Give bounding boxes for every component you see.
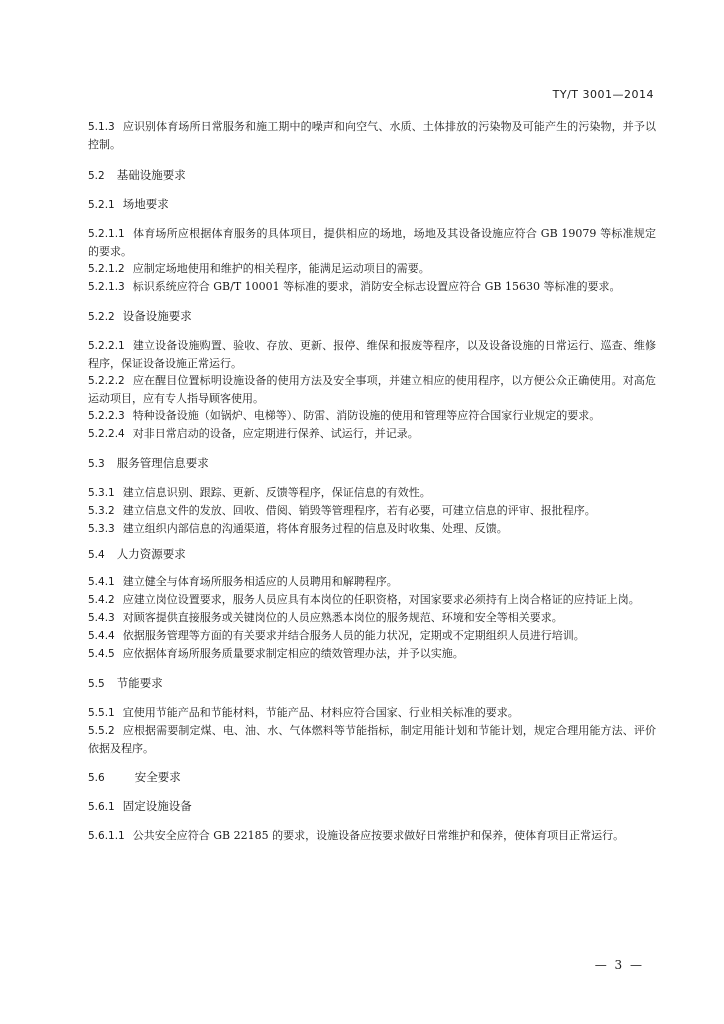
clause-5-3-3: 5.3.3 建立组织内部信息的沟通渠道，将体育服务过程的信息及时收集、处理、反馈。 (88, 522, 508, 535)
section-heading-5-4: 5.4 人力资源要求 (88, 547, 186, 561)
clause-5-2-2-2: 5.2.2.2 应在醒目位置标明设施设备的使用方法及安全事项，并建立相应的使用程序，以方便公众正确使用。对高危运动项目，应有专人指导顾客使用。 (88, 374, 656, 405)
clause-5-3-2: 5.3.2 建立信息文件的发放、回收、借阅、销毁等管理程序，若有必要，可建立信息的评审、报批程序。 (88, 504, 596, 517)
section-heading-5-3: 5.3 服务管理信息要求 (88, 456, 209, 470)
clause-5-5-2: 5.5.2 应根据需要制定煤、电、油、水、气体燃料等节能指标，制定用能计划和节能计划，规定合理用能方法、评价依据及程序。 (88, 724, 656, 755)
clause-5-5-1: 5.5.1 宜使用节能产品和节能材料，节能产品、材料应符合国家、行业相关标准的要求。 (88, 706, 519, 719)
document-body (88, 118, 656, 845)
clause-5-4-3: 5.4.3 对顾客提供直接服务或关键岗位的人员应熟悉本岗位的服务规范、环境和安全等相关要求。 (88, 611, 563, 624)
clause-5-4-2: 5.4.2 应建立岗位设置要求，服务人员应具有本岗位的任职资格，对国家要求必须持有上岗合格证的应持证上岗。 (88, 593, 640, 606)
clause-5-6-1-1: 5.6.1.1 公共安全应符合 GB 22185 的要求，设施设备应按要求做好日常维护和保养，使体育项目正常运行。 (88, 829, 625, 842)
standard-id: TY/T 3001—2014 (552, 88, 654, 101)
page-number: — 3 — (594, 958, 644, 972)
clause-5-2-2-1: 5.2.2.1 建立设备设施购置、验收、存放、更新、报停、维保和报废等程序，以及设备设施的日常运行、巡查、维修程序，保证设备设施正常运行。 (88, 339, 656, 370)
section-heading-5-6: 5.6 安全要求 (88, 770, 181, 784)
clause-5-2-2-4: 5.2.2.4 对非日常启动的设备，应定期进行保养、试运行，并记录。 (88, 427, 419, 440)
clause-5-4-1: 5.4.1 建立健全与体育场所服务相适应的人员聘用和解聘程序。 (88, 575, 398, 588)
section-heading-5-2-2: 5.2.2 设备设施要求 (88, 309, 192, 323)
clause-5-2-1-2: 5.2.1.2 应制定场地使用和维护的相关程序，能满足运动项目的需要。 (88, 262, 430, 275)
clause-5-2-1-1: 5.2.1.1 体育场所应根据体育服务的具体项目，提供相应的场地，场地及其设备设施应符合 GB 19079 等标准规定的要求。 (88, 227, 656, 258)
section-heading-5-6-1: 5.6.1 固定设施设备 (88, 799, 192, 813)
clause-5-1-3: 5.1.3 应识别体育场所日常服务和施工期中的噪声和向空气、水质、土体排放的污染物及可能产生的污染物，并予以控制。 (88, 120, 656, 151)
clause-5-3-1: 5.3.1 建立信息识别、跟踪、更新、反馈等程序，保证信息的有效性。 (88, 486, 431, 499)
section-heading-5-2: 5.2 基础设施要求 (88, 168, 186, 182)
clause-5-4-4: 5.4.4 依据服务管理等方面的有关要求并结合服务人员的能力状况，定期或不定期组织人员进行培训。 (88, 629, 585, 642)
section-heading-5-5: 5.5 节能要求 (88, 676, 163, 690)
section-heading-5-2-1: 5.2.1 场地要求 (88, 197, 169, 211)
clause-5-4-5: 5.4.5 应依据体育场所服务质量要求制定相应的绩效管理办法，并予以实施。 (88, 647, 464, 660)
clause-5-2-1-3: 5.2.1.3 标识系统应符合 GB/T 10001 等标准的要求，消防安全标志设置应符合 GB 15630 等标准的要求。 (88, 280, 621, 293)
clause-5-2-2-3: 5.2.2.3 特种设备设施（如锅炉、电梯等）、防雷、消防设施的使用和管理等应符合国家行业规定的要求。 (88, 409, 601, 422)
